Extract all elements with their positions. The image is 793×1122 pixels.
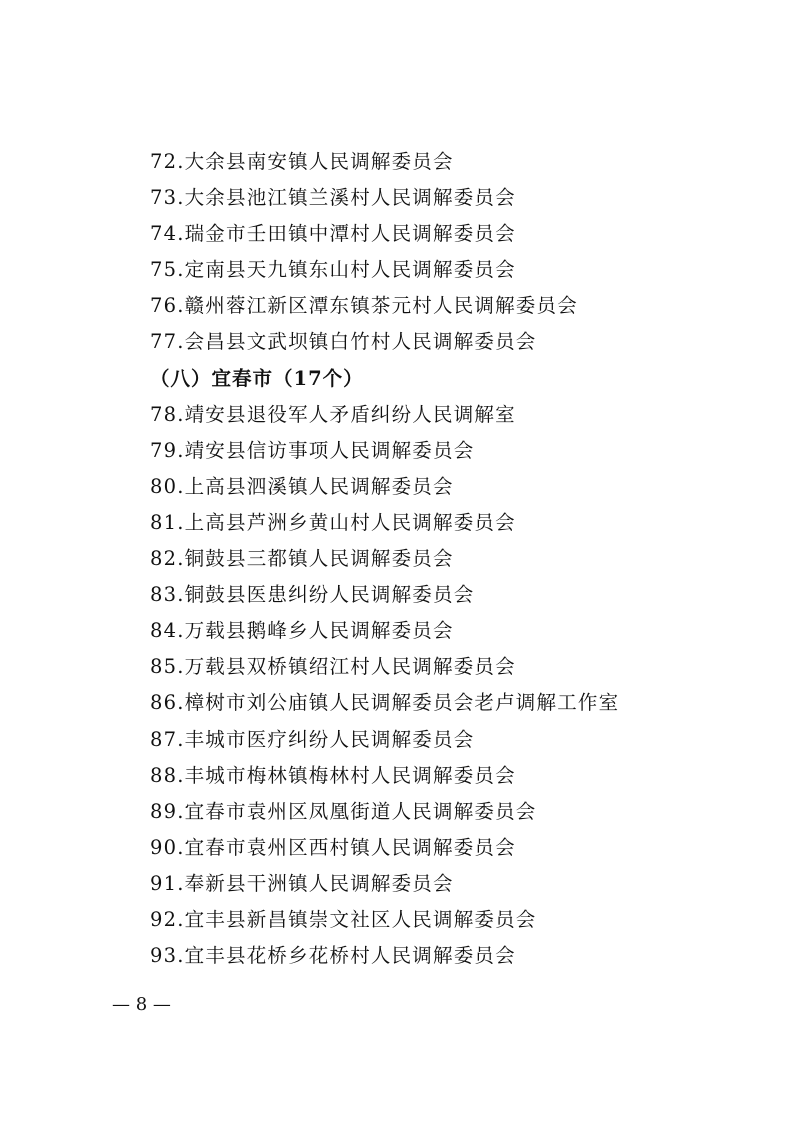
list-item: 75.定南县天九镇东山村人民调解委员会 <box>150 258 516 282</box>
list-item: 86.樟树市刘公庙镇人民调解委员会老卢调解工作室 <box>150 691 620 715</box>
document-body <box>150 144 750 974</box>
list-item: 83.铜鼓县医患纠纷人民调解委员会 <box>150 583 475 607</box>
list-item: 72.大余县南安镇人民调解委员会 <box>150 150 454 173</box>
list-item: 82.铜鼓县三都镇人民调解委员会 <box>150 547 454 571</box>
page-number: — 8 — <box>112 994 171 1015</box>
list-item: 74.瑞金市壬田镇中潭村人民调解委员会 <box>150 222 516 246</box>
list-item: 87.丰城市医疗纠纷人民调解委员会 <box>150 727 475 751</box>
list-item: 89.宜春市袁州区凤凰街道人民调解委员会 <box>150 799 537 823</box>
list-item: 85.万载县双桥镇绍江村人民调解委员会 <box>150 655 516 679</box>
list-item: 93.宜丰县花桥乡花桥村人民调解委员会 <box>150 944 516 968</box>
list-item: 77.会昌县文武坝镇白竹村人民调解委员会 <box>150 330 537 354</box>
list-item: 88.丰城市梅林镇梅林村人民调解委员会 <box>150 763 516 787</box>
section-heading: （八）宜春市（17个） <box>150 366 364 390</box>
list-item: 78.靖安县退役军人矛盾纠纷人民调解室 <box>150 402 516 426</box>
list-item: 81.上高县芦洲乡黄山村人民调解委员会 <box>150 510 516 534</box>
list-item: 84.万载县鹅峰乡人民调解委员会 <box>150 619 454 643</box>
list-item: 90.宜春市袁州区西村镇人民调解委员会 <box>150 835 516 859</box>
list-item: 79.靖安县信访事项人民调解委员会 <box>150 438 475 462</box>
list-item: 80.上高县泗溪镇人民调解委员会 <box>150 474 454 498</box>
list-item: 76.赣州蓉江新区潭东镇茶元村人民调解委员会 <box>150 294 578 318</box>
list-item: 92.宜丰县新昌镇崇文社区人民调解委员会 <box>150 907 537 931</box>
list-item: 91.奉新县干洲镇人民调解委员会 <box>150 871 454 895</box>
list-item: 73.大余县池江镇兰溪村人民调解委员会 <box>150 186 516 210</box>
